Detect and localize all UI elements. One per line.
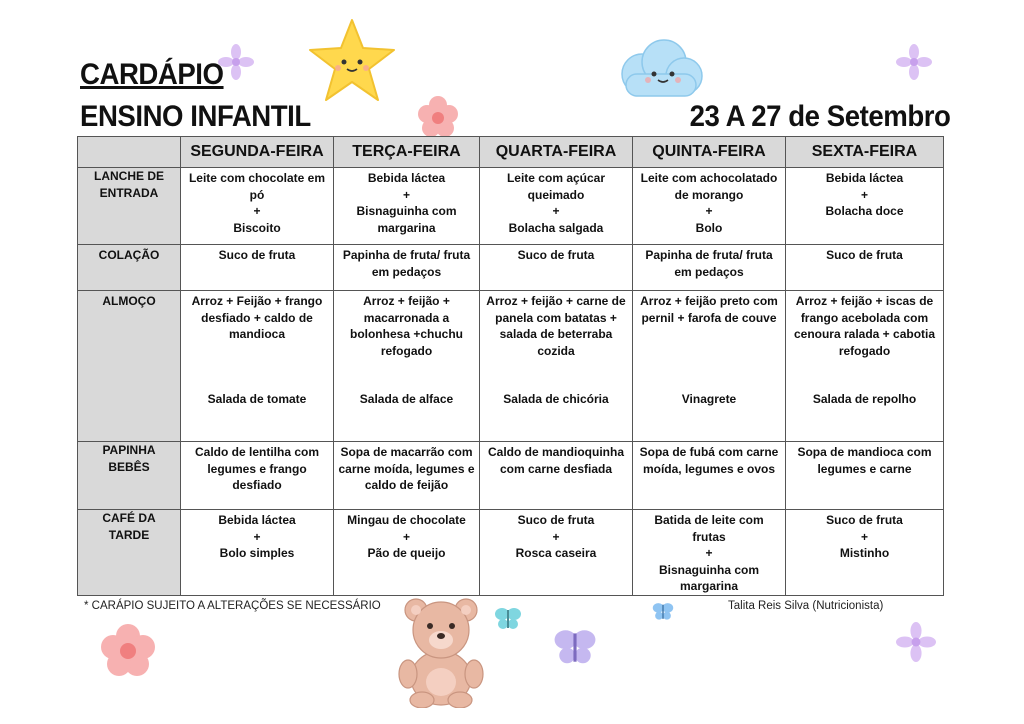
menu-cell: Arroz + feijão + iscas de frango acebolada com cenoura ralada + cabotia refogado Salada de repolho (786, 291, 944, 442)
table-row (78, 510, 944, 596)
menu-cell: Leite com chocolate em pó + Biscoito (181, 168, 334, 245)
page-title: CARDÁPIO (80, 58, 224, 91)
table-row (78, 168, 944, 245)
table-row (78, 291, 944, 442)
menu-cell: Papinha de fruta/ fruta em pedaços (633, 245, 786, 291)
menu-cell: Mingau de chocolate + Pão de queijo (334, 510, 480, 596)
menu-cell: Caldo de lentilha com legumes e frango desfiado (181, 442, 334, 510)
day-header: SEXTA-FEIRA (786, 137, 944, 168)
butterfly-icon (552, 624, 598, 668)
menu-cell: Suco de fruta (786, 245, 944, 291)
meal-label: PAPINHA BEBÊS (78, 442, 181, 510)
nutritionist-signature: Talita Reis Silva (Nutricionista) (728, 600, 884, 612)
footnote: * CARÁPIO SUJEITO A ALTERAÇÕES SE NECESSÁRIO (84, 600, 381, 612)
menu-cell: Arroz + feijão + carne de panela com batatas + salada de beterraba cozida Salada de chicória (480, 291, 633, 442)
star-icon (306, 16, 398, 104)
menu-cell: Caldo de mandioquinha com carne desfiada (480, 442, 633, 510)
butterfly-icon (494, 604, 522, 632)
flower-icon (98, 624, 158, 676)
table-row (78, 442, 944, 510)
menu-cell: Suco de fruta (480, 245, 633, 291)
day-header: SEGUNDA-FEIRA (181, 137, 334, 168)
page-subtitle: ENSINO INFANTIL (80, 100, 311, 133)
meal-label: COLAÇÃO (78, 245, 181, 291)
teddy-bear-icon (394, 596, 488, 708)
menu-cell: Batida de leite com frutas + Bisnaguinha com margarina (633, 510, 786, 596)
flower-icon (416, 96, 460, 138)
flower-icon (896, 622, 936, 662)
corner-cell (78, 137, 181, 168)
menu-cell: Sopa de mandioca com legumes e carne (786, 442, 944, 510)
meal-label: ALMOÇO (78, 291, 181, 442)
day-header: QUINTA-FEIRA (633, 137, 786, 168)
day-header: TERÇA-FEIRA (334, 137, 480, 168)
menu-cell: Arroz + Feijão + frango desfiado + caldo de mandioca Salada de tomate (181, 291, 334, 442)
table-row (78, 245, 944, 291)
menu-cell: Bebida láctea + Bolo simples (181, 510, 334, 596)
menu-table (77, 136, 944, 596)
menu-cell: Arroz + feijão preto com pernil + farofa de couve Vinagrete (633, 291, 786, 442)
flower-icon (896, 44, 932, 80)
day-header: QUARTA-FEIRA (480, 137, 633, 168)
menu-cell: Papinha de fruta/ fruta em pedaços (334, 245, 480, 291)
menu-cell: Bebida láctea + Bolacha doce (786, 168, 944, 245)
menu-cell: Arroz + feijão + macarronada a bolonhesa +chuchu refogado Salada de alface (334, 291, 480, 442)
menu-cell: Bebida láctea + Bisnaguinha com margarina (334, 168, 480, 245)
menu-cell: Sopa de macarrão com carne moída, legumes e caldo de feijão (334, 442, 480, 510)
table-header-row (78, 137, 944, 168)
meal-label: LANCHE DE ENTRADA (78, 168, 181, 245)
menu-cell: Sopa de fubá com carne moída, legumes e ovos (633, 442, 786, 510)
butterfly-icon (652, 600, 674, 622)
meal-label: CAFÉ DA TARDE (78, 510, 181, 596)
menu-cell: Suco de fruta + Mistinho (786, 510, 944, 596)
menu-cell: Leite com açúcar queimado + Bolacha salgada (480, 168, 633, 245)
menu-cell: Leite com achocolatado de morango + Bolo (633, 168, 786, 245)
menu-cell: Suco de fruta (181, 245, 334, 291)
cloud-icon (612, 34, 708, 104)
menu-cell: Suco de fruta + Rosca caseira (480, 510, 633, 596)
week-range: 23 A 27 de Setembro (689, 100, 950, 133)
